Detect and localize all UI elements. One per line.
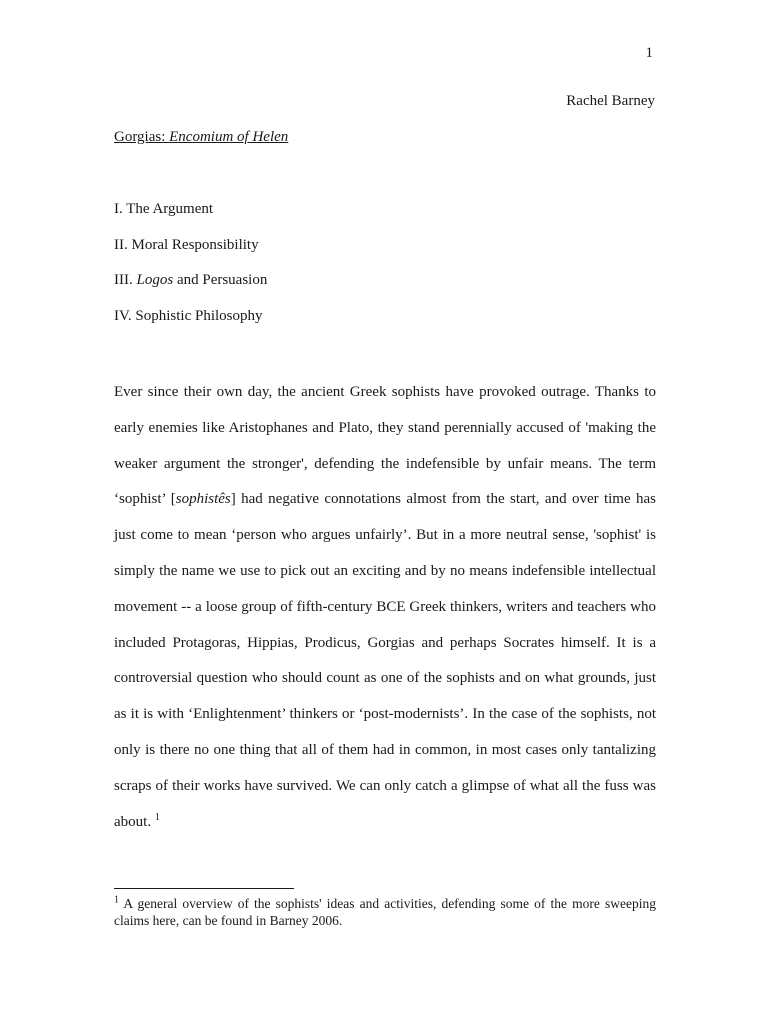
toc-item-number: IV. bbox=[114, 307, 136, 324]
paragraph-line: only is there no one thing that all of them had in common, in most cases only tantalizing bbox=[114, 741, 656, 758]
footnote-text: A general overview of the sophists' ideas and activities, defending some of the more sweeping bbox=[119, 896, 656, 911]
toc-item-label: and Persuasion bbox=[173, 272, 268, 288]
footnote-reference[interactable]: 1 bbox=[154, 811, 160, 823]
footnote-line: claims here, can be found in Barney 2006. bbox=[114, 913, 343, 928]
footnote-separator bbox=[114, 888, 294, 889]
toc-item-number: II. bbox=[114, 236, 132, 253]
toc-item-italic: Logos bbox=[136, 272, 174, 288]
paragraph-line: movement -- a loose group of fifth-century BCE Greek thinkers, writers and teachers who bbox=[114, 598, 656, 615]
toc-item-label: The Argument bbox=[126, 201, 214, 217]
paragraph-line: scraps of their works have survived. We can only catch a glimpse of what all the fuss was bbox=[114, 777, 656, 794]
paragraph-line: as it is with ‘Enlightenment’ thinkers or ‘post-modernists’. In the case of the sophists, not bbox=[114, 706, 656, 723]
toc-item bbox=[114, 197, 267, 233]
greek-term: sophistês bbox=[175, 491, 231, 508]
paragraph-line bbox=[114, 482, 656, 518]
paragraph-line: controversial question who should count as one of the sophists and on what grounds, just bbox=[114, 670, 656, 687]
toc-item bbox=[114, 304, 267, 340]
document-title bbox=[114, 129, 288, 146]
text-segment: ] had negative connotations almost from the start, and over time has bbox=[230, 491, 657, 508]
author-name: Rachel Barney bbox=[566, 93, 655, 109]
body-paragraph bbox=[114, 375, 656, 840]
paragraph-line bbox=[114, 805, 656, 841]
title-work: Encomium of Helen bbox=[169, 129, 289, 145]
toc-item bbox=[114, 268, 267, 304]
toc-item-label: Sophistic Philosophy bbox=[135, 307, 263, 324]
toc-item bbox=[114, 233, 267, 269]
text-segment: about. bbox=[114, 813, 152, 830]
table-of-contents bbox=[114, 197, 267, 339]
footnote-marker: 1 bbox=[114, 894, 119, 906]
toc-item-number: I. bbox=[114, 201, 127, 217]
toc-item-number: III. bbox=[114, 272, 137, 288]
footnote bbox=[114, 895, 656, 929]
paragraph-line: included Protagoras, Hippias, Prodicus, Gorgias and perhaps Socrates himself. It is a bbox=[114, 634, 656, 651]
paragraph-line: Ever since their own day, the ancient Greek sophists have provoked outrage. Thanks to bbox=[114, 384, 656, 400]
title-prefix: Gorgias: bbox=[114, 129, 170, 145]
paragraph-line: simply the name we use to pick out an exciting and by no means indefensible intellectual bbox=[114, 562, 656, 579]
paragraph-line: weaker argument the stronger', defending the indefensible by unfair means. The term bbox=[114, 455, 656, 472]
page-number: 1 bbox=[645, 45, 653, 61]
paragraph-line: just come to mean ‘person who argues unfairly’. But in a more neutral sense, 'sophist' is bbox=[114, 527, 656, 544]
footnote-line bbox=[114, 895, 656, 912]
paragraph-line: early enemies like Aristophanes and Plato, they stand perennially accused of 'making the bbox=[114, 419, 656, 436]
toc-item-label: Moral Responsibility bbox=[131, 236, 259, 253]
text-segment: ‘sophist’ [ bbox=[114, 491, 176, 508]
